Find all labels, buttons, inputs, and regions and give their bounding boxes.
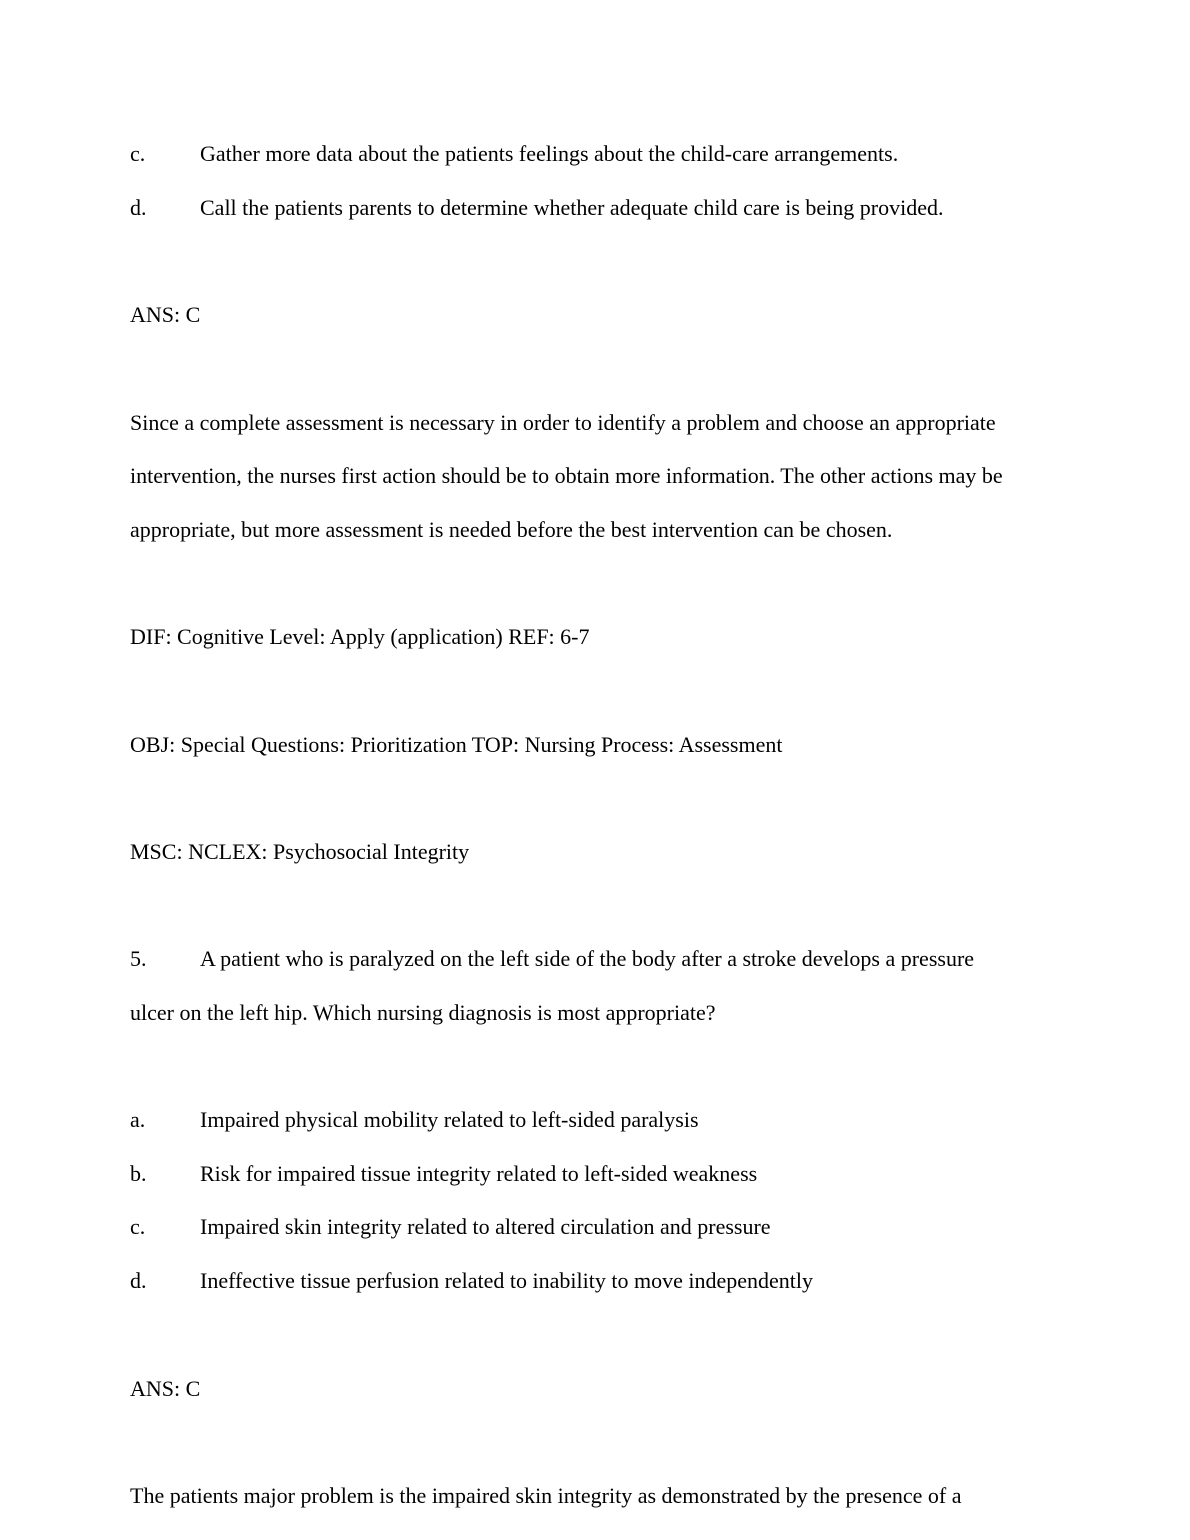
rationale-line: intervention, the nurses first action should be to obtain more information. The other actions may be — [130, 463, 1003, 488]
option-letter: d. — [130, 1268, 147, 1293]
option-c — [130, 1214, 771, 1240]
answer-line: ANS: C — [130, 302, 201, 327]
option-c — [130, 141, 898, 167]
question-number: 5. — [130, 946, 147, 971]
difficulty-line: DIF: Cognitive Level: Apply (application) REF: 6-7 — [130, 624, 590, 649]
answer-line: ANS: C — [130, 1376, 201, 1401]
question-stem-text: A patient who is paralyzed on the left side of the body after a stroke develops a pressure — [200, 946, 975, 971]
rationale-line: Since a complete assessment is necessary in order to identify a problem and choose an appropriate — [130, 410, 996, 435]
option-letter: c. — [130, 141, 146, 166]
option-d — [130, 195, 943, 221]
rationale-line: appropriate, but more assessment is needed before the best intervention can be chosen. — [130, 517, 893, 542]
option-text: Gather more data about the patients feelings about the child-care arrangements. — [200, 141, 899, 166]
option-letter: b. — [130, 1161, 147, 1186]
option-b — [130, 1161, 757, 1187]
option-a — [130, 1107, 699, 1133]
question-stem-continued: ulcer on the left hip. Which nursing diagnosis is most appropriate? — [130, 1000, 716, 1025]
option-text: Impaired skin integrity related to altered circulation and pressure — [200, 1214, 771, 1239]
rationale-line: The patients major problem is the impaired skin integrity as demonstrated by the presence of a — [130, 1483, 962, 1508]
objective-line: OBJ: Special Questions: Prioritization TOP: Nursing Process: Assessment — [130, 732, 783, 757]
option-text: Risk for impaired tissue integrity related to left-sided weakness — [200, 1161, 758, 1186]
option-text: Impaired physical mobility related to left-sided paralysis — [200, 1107, 699, 1132]
option-d — [130, 1268, 813, 1294]
option-letter: d. — [130, 195, 147, 220]
option-letter: a. — [130, 1107, 146, 1132]
question-stem — [130, 946, 974, 972]
option-text: Call the patients parents to determine whether adequate child care is being provided. — [200, 195, 944, 220]
option-letter: c. — [130, 1214, 146, 1239]
misc-line: MSC: NCLEX: Psychosocial Integrity — [130, 839, 470, 864]
option-text: Ineffective tissue perfusion related to inability to move independently — [200, 1268, 813, 1293]
